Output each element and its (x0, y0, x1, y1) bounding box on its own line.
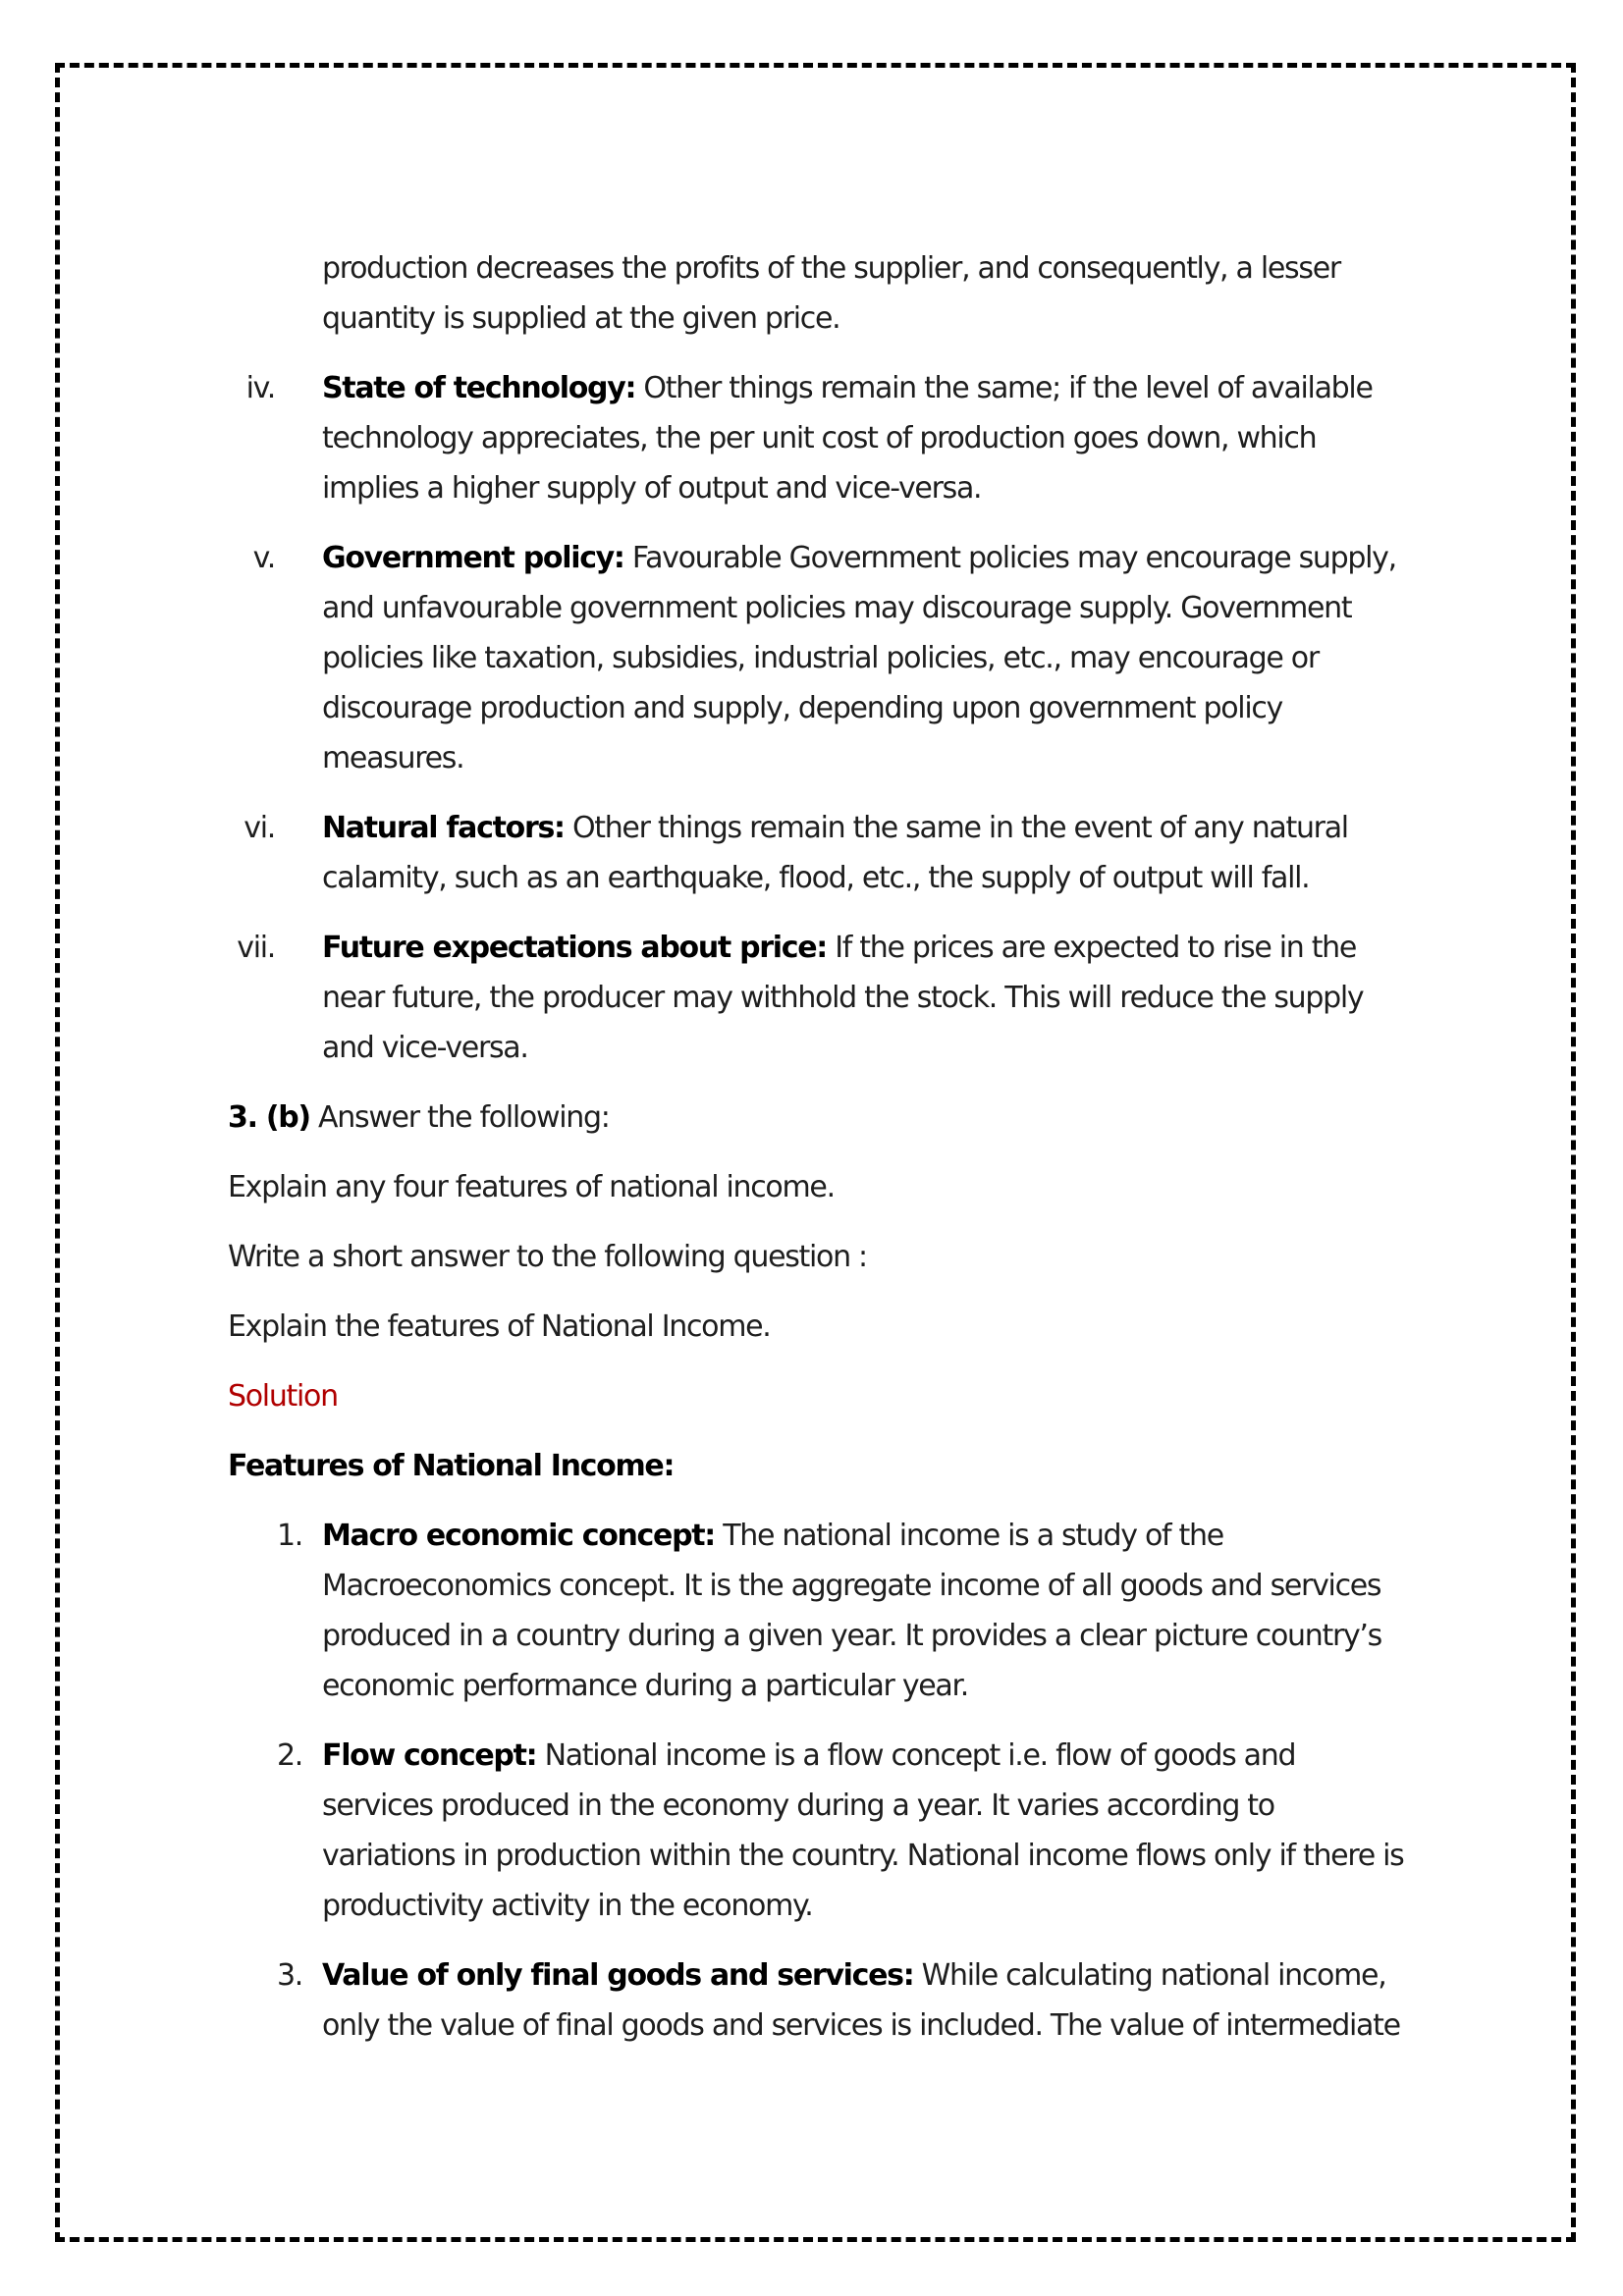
factor-title: State of technology: (322, 371, 636, 405)
list-number: 2. (276, 1738, 302, 1773)
list-number: vi. (243, 811, 275, 845)
list-number: v. (252, 541, 275, 575)
factor-item (228, 363, 1406, 513)
factor-title: Government policy: (322, 541, 624, 575)
feature-title: Flow concept: (322, 1738, 537, 1773)
factor-text: Other things remain the same in the event of any natural calamity, such as an earthquake, flood, etc., the supply of output will fall. (322, 811, 1348, 895)
list-number: iv. (245, 371, 275, 405)
feature-text: National income is a flow concept i.e. flow of goods and services produced in the economy during a year. It varies according to variations in production within the country. National income flows only if there is productivity activity in the economy. (322, 1738, 1404, 1923)
features-heading: Features of National Income: (228, 1449, 675, 1483)
list-number: 1. (276, 1519, 302, 1553)
feature-item (228, 1950, 1406, 2051)
factor-item (228, 923, 1406, 1073)
continuation-paragraph: production decreases the profits of the supplier, and consequently, a lesser quantity is supplied at the given price. (322, 251, 1340, 336)
factor-text: Favourable Government policies may encourage supply, and unfavourable government policies may discourage supply. Government policies like taxation, subsidies, industrial policies, etc., may encourage or discourage production and supply, depending upon government policy measures. (322, 541, 1396, 775)
factor-text: Other things remain the same; if the level of available technology appreciates, the per unit cost of production goes down, which implies a higher supply of output and vice-versa. (322, 371, 1373, 506)
question-text: Explain any four features of national income. (228, 1170, 835, 1204)
features-list (228, 1511, 1406, 2051)
feature-title: Value of only final goods and services: (322, 1958, 914, 1993)
page-content (228, 243, 1406, 2051)
question-text-alt: Explain the features of National Income. (228, 1309, 771, 1344)
question-prompt: Answer the following: (309, 1100, 610, 1135)
feature-text: The national income is a study of the Macroeconomics concept. It is the aggregate income of all goods and services produced in a country during a given year. It provides a clear picture country’s economic performance during a particular year. (322, 1519, 1381, 1703)
feature-item (228, 1511, 1406, 1711)
list-number: vii. (237, 931, 275, 965)
feature-item (228, 1731, 1406, 1931)
question-label: 3. (b) (228, 1100, 310, 1135)
factor-item (228, 803, 1406, 903)
factor-title: Natural factors: (322, 811, 565, 845)
factor-title: Future expectations about price: (322, 931, 827, 965)
list-number: 3. (276, 1958, 302, 1993)
solution-label: Solution (228, 1379, 338, 1414)
question-line (228, 1093, 1406, 1143)
feature-text: While calculating national income, only the value of final goods and services is included. The value of intermediate (322, 1958, 1400, 2043)
factor-text: If the prices are expected to rise in the near future, the producer may withhold the stock. This will reduce the supply and vice-versa. (322, 931, 1364, 1065)
question-instruction: Write a short answer to the following question : (228, 1240, 867, 1274)
factor-item (228, 533, 1406, 783)
feature-title: Macro economic concept: (322, 1519, 716, 1553)
